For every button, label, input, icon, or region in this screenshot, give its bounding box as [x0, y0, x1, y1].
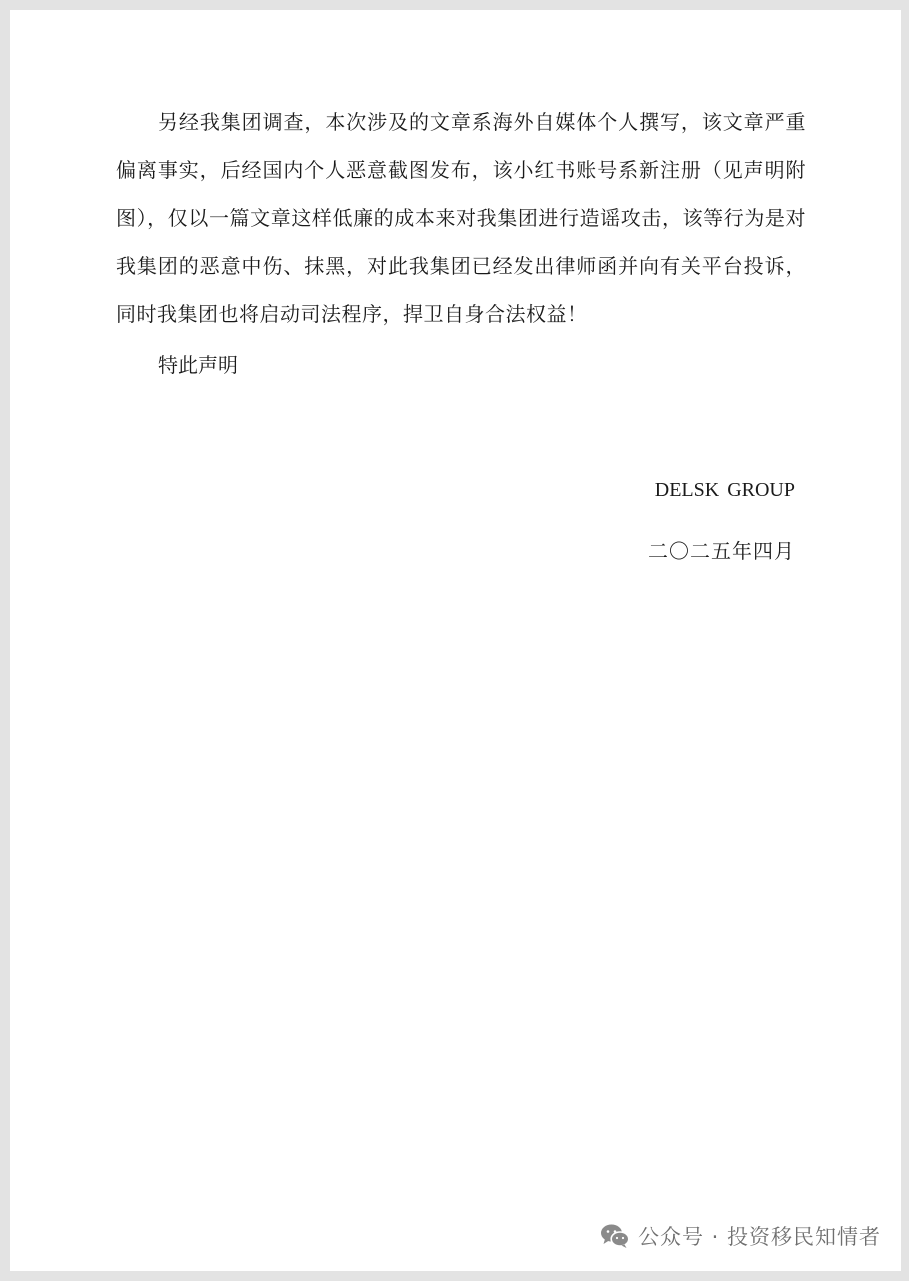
organization-signature: DELSK GROUP: [654, 479, 795, 501]
watermark-text: 公众号 · 投资移民知情者: [637, 1225, 881, 1249]
statement-date: 二〇二五年四月: [648, 539, 795, 563]
document-page: [10, 10, 901, 1271]
watermark: [600, 1221, 881, 1251]
statement-paragraph: 另经我集团调查，本次涉及的文章系海外自媒体个人撰写，该文章严重偏离事实，后经国内个人恶意截图发布，该小红书账号系新注册（见声明附图），仅以一篇文章这样低廉的成本来对我集团进行造谣攻击，该等行为是对我集团的恶意中伤、抹黑，对此我集团已经发出律师函并向有关平台投诉，同时我集团也将启动司法程序，捍卫自身合法权益！: [116, 110, 806, 326]
wechat-icon: [600, 1223, 630, 1249]
closing-line: 特此声明: [158, 353, 238, 377]
